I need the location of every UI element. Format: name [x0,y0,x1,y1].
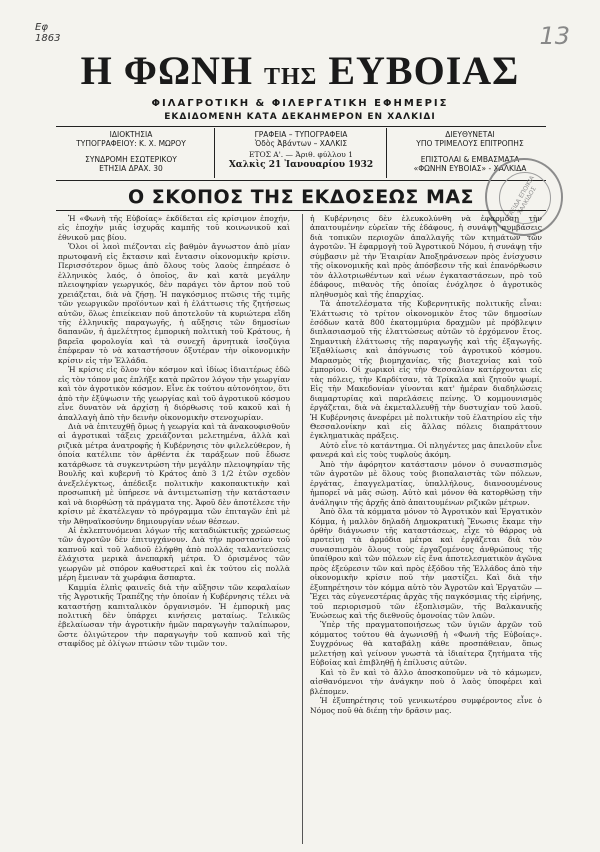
rule-under-info [56,180,546,181]
paragraph: Αὐτὸ εἶνε τὸ κατάντημα. Οἱ πληγέντες μας ἀπειλοῦν εἶνε φανερά καὶ εἰς τοὺς τυφλοὺς ἀκόμη. [310,440,542,460]
tagline-secondary: ΕΚΔΙΔΟΜΕΝΗ ΚΑΤΑ ΔΕΚΑΗΜΕΡΟΝ ΕΝ ΧΑΛΚΙΔΙ [164,112,436,122]
info-divider-right [386,128,387,178]
letters-address: «ΦΩΝΗΝ ΕΥΒΟΙΑΣ» - ΧΑΛΚΙΔΑ [413,164,527,173]
paragraph: ἡ Κυβέρνησις δὲν ἐλευκολύνθη νὰ ἐφαρμόσῃ τὴν ἀπαιτουμένην εὐρεῖαν τῆς ἐδάφους, ἡ συνάψῃ συμβάσεις διὰ τοπικῶν περιοχῶν ἀπαλλαγῆς τῶν κτημάτων τῶν ἀγροτῶν. Ἡ ἐφαρμογὴ τοῦ Ἀγροτικοῦ Νόμου, ἡ συνάψῃ τῆν σύμβασιν μὲ τὴν Ἑταιρίαν Ἀποξηράνσεων πρὸς ἐνίσχυσιν τῆς οἰκονομικῆς καὶ πρὸς ἀπόσβεσιν τῆς καὶ ἐπανόρθωσιν τὸν ἀλλοτριωθέντων καὶ νέων ἐγκαταστάσεων, πρὸ τοῦ ἐδάφους, πιθανὸς τῆς ὁποίας ἐνόχλησε ὁ ἀγροτικὸς πληθυσμὸς καὶ τῆς ἐπαρχίας. [310,214,542,299]
handwritten-page-number: 13 [539,22,570,50]
paragraph: Ἡ «Φωνὴ τῆς Εὐβοίας» ἐκδίδεται εἰς κρίσιμον ἐποχήν, εἰς ἐποχὴν μιᾶς ἰσχυρᾶς καμπῆς τοῦ κοινωνικοῦ καὶ ἐθνικοῦ μας βίου. [58,214,290,242]
article-column-2 [310,214,542,844]
paragraph: Διὰ νὰ ἐπιτευχθῇ ὅμως ἡ γεωργία καὶ τὰ ἀνακουφισθοῦν αἱ ἀγροτικαὶ τάξεις χρειάζονται μελετημένα, ἀλλὰ καὶ ριζικὰ μέτρα ἀνατροφῆς ἡ Κυβέρνησις τὸν φιλελεύθερον, ἡ ὁποία κατέλιπε τὸν ἀρθέντα ἐκ ταράξεων ποῦ ἔδωσε κατάρθωσε τὰ συγκεντρώση τὴν μεγάλην πλειοψηφίαν τῆς Βουλῆς καὶ κυβερνῆ τὸ Κράτος ἀπὸ 3 1/2 ἐτῶν σχεδὸν ἀνεξελέγκτως, ἀπέδειξε πολιτικὴν κακοπαικτικὴν καὶ προσωπικὴ μὲ ὑπήρεσε νὰ ἀντιμετωπίσῃ τὴν κατάστασιν καὶ νὰ διορθώσῃ τὰ πράγματα της. Ἀφοῦ δὲν ἀποτέλεσε τὴν κρίσιν μὲ ἐκατέλεγαν τὸ πρόγραμμα τῶν ἐπιταγῶν ἐπὶ μὲ τὴν Ἀθηναϊκοσύνην δημιουργίαν νέων θέσεων. [58,421,290,526]
info-divider-left [214,128,215,178]
column-divider [302,214,303,844]
masthead-voice: ΦΩΝΗ [123,48,253,93]
article-column-1 [58,214,290,844]
ownership-printer: ΤΥΠΟΓΡΑΦΕΙΟΥ: Κ. Χ. ΜΩΡΟΥ [76,139,186,148]
masthead [40,48,560,100]
masthead-euboea: ΕΥΒΟΙΑΣ [328,48,520,93]
rule-top [56,126,546,127]
masthead-article: Η [80,48,113,93]
paragraph: Ἡ κρίσις εἰς ὅλον τὸν κόσμον καὶ ἰδίως ἰδιαιτέρως ἐδῶ εἰς τὸν τόπον μας ἐπλήξε κατὰ πρῶτον λόγον τὴν γεωργίαν καὶ τὸν ἀγροτικὸν κόσμον. Εἶνε ἐκ τούτου αὐτονόητον, ὅτι ἀπὸ τὴν ἐξύψωσιν τῆς γεωργίας καὶ τοῦ ἀγροτικοῦ κόσμου εἶνε δυνατὸν νὰ ἀρχίσῃ ἡ διόρθωσις τοῦ κακοῦ καὶ ἡ ἀπαλλαγὴ ἀπὸ τὴν δεινὴν οἰκονομικὴν στενοχωρίαν. [58,365,290,422]
handwritten-issue-mark: Εφ [35,22,48,33]
offices-address: Ὁδὸς Ἀβάντων – ΧΑΛΚΙΣ [254,139,348,148]
editors-committee: ΥΠΟ ΤΡΙΜΕΛΟΥΣ ΕΠΙΤΡΟΠΗΣ [416,139,524,148]
info-offices [221,130,381,170]
paragraph: Ὑπὲρ τῆς πραγματοποιήσεως τῶν ὑγιῶν ἀρχῶν τοῦ κόμματος τούτου θὰ ἀγωνισθῇ ἡ «Φωνὴ τῆς Εὐβοίας». Συγχρόνως θὰ καταβάλῃ κάθε προσπάθειαν, ὅπως μελετήσῃ καὶ γείνουν γνωστὰ τὰ ἰδιαίτερα ζητήματα τῆς Εὐβοίας καὶ ἐπιβληθῇ ἡ ἐπίλυσις αὐτῶν. [310,620,542,668]
issue-number: ΕΤΟΣ Α'. — Ἀριθ. φύλλου 1 [248,150,354,159]
subscription-price: ΕΤΗΣΙΑ ΔΡΑΧ. 30 [99,164,163,173]
stamp-text: ΤΑΞΙΔΑ ΕΠΟΙΚΙΑ ΧΑΛΚΙΔΟΣ [505,174,538,220]
rule-under-headline [56,210,546,211]
issue-date: Χαλκὶς 21 Ἰανουαρίου 1932 [228,160,374,170]
paragraph: Τὰ ἀποτελέσματα τῆς Κυβερνητικῆς πολιτικῆς εἶναι: Ἐλάττωσις τὸ τρίτον οἰκονομικὸν ἔτος τῶν δημοσίων ἐσόδων κατὰ 800 ἑκατομμύρια δραχμῶν μὲ πρόβλεψιν διπλασιασμοῦ τῆς ἐλαττώσεως αὐτῶν τὸ ἐρχόμενον ἔτος. Σημαντικὴ ἐλάττωσις τῆς παραγωγῆς καὶ τῆς ἐξαγωγῆς. Ἐξαθλίωσις καὶ ἀπόγνωσις τοῦ ἀγροτικοῦ κόσμου. Μαρασμὸς τῆς βιομηχανίας, τῆς βιοτεχνίας καὶ τοῦ ἐμπορίου. Οἱ χωρικοὶ εἰς τὴν Θεσσαλίαν κατέρχονται εἰς τὰς πόλεις, τὴν Καρδίτσαν, τὰ Τρίκαλα καὶ ζητοῦν ψωμί. Εἰς τὴν Μακεδονίαν γίνονται κατ' ἡμέραν διαδηλώσεις διαμαρτυρίας καὶ παρελάσεις πείνης. Ὁ κομμουνισμὸς ἐργάζεται, διὰ νὰ ἐκμεταλλευθῇ τὴν δυστυχίαν τοῦ λαοῦ. Ἡ Κυβέρνησις ἀνεφέρει μὲ πολιτικὴν τοῦ ἐλατηρίου εἰς τὴν Θεσσαλονίκην καὶ εἰς ἄλλας πόλεις διαπράττουν ἐγκληματικὰς πράξεις. [310,299,542,441]
handwritten-note [35,22,60,44]
masthead-of: ΤΗΣ [263,64,318,90]
info-ownership [56,130,206,173]
article-headline: Ο ΣΚΟΠΟΣ ΤΗΣ ΕΚΔΟΣΕΩΣ ΜΑΣ [127,186,475,208]
tagline: ΦΙΛΑΓΡΟΤΙΚΗ & ΦΙΛΕΡΓΑΤΙΚΗ ΕΦΗΜΕΡΙΣ [151,98,449,109]
paragraph: Ἡ ἐξυπηρέτησις τοῦ γενικωτέρου συμφέροντος εἶνε ὁ Νόμος ποῦ θὰ διέπῃ τὴν δρᾶσιν μας. [310,696,542,715]
info-bar [56,130,546,180]
handwritten-year: 1863 [35,33,61,44]
ownership-label: ΙΔΙΟΚΤΗΣΙΑ [109,130,153,139]
subscription-label: ΣΥΝΔΡΟΜΗ ΕΣΩΤΕΡΙΚΟΥ [85,155,177,164]
article-body [58,214,546,844]
offices-label: ΓΡΑΦΕΙΑ – ΤΥΠΟΓΡΑΦΕΙΑ [254,130,348,139]
paragraph: Καμμία ἐλπὶς φαινεῖς διὰ τὴν αὔξησιν τῶν κεφαλαίων τῆς Ἀγροτικῆς Τραπέζης τὴν ὁποίαν ἡ Κυβέρνησις τέλει νὰ καταστήσῃ καπιταλικὸν ὀργανισμόν. Ἡ ἐμπορικὴ μας πολιτικὴ δὲν ὑπάρχει κινήσεις ματαίως. Τελικῶς ἐβελαίωσαν τὴν ἀγροτικὴν ἡμῶν παραγωγὴν ταλαίπωρον, ὥστε ὀλιγώτερον τὴν παραγωγὴν τοῦ καπνοῦ καὶ τῆς σταφίδος μὲ ὀλίγων πτώσιν τῶν τιμῶν τον. [58,582,290,649]
paragraph: Ἀπὸ ὅλα τὰ κόμματα μόνον τὸ Ἀγροτικὸν καὶ Ἐργατικὸν Κόμμα, ἡ μαλλὸν δηλαδὴ Δημοκρατικὴ Ἕνωσις ἔκαμε τὴν ὀρθὴν διάγνωσιν τῆς καταστάσεως, εἶχε τὸ θάρρος νὰ προτείνῃ τὰ ἀρμόδια μέτρα καὶ ἐργάζεται διὰ τὸν συνασπισμὸν ὅλους τοὺς ἐργαζομένους ἀνθρώπους τῆς ὑπαίθρου καὶ τῶν πόλεων εἰς ἕνα ἀποτελεσματικὸν ἀγῶνα πρὸς ἐξεύρεσιν τῶν καὶ πρὸς ἐξόδου τῆς Ἑλλάδος ἀπὸ τὴν οἰκονομικὴν κρίσιν ποῦ τὴν μαστίζει. Καὶ διὰ τὴν ἐξυπηρέτησιν τὸν κόμμα αὐτὸ τὸν Ἀγροτῶν καὶ Ἐργατῶν — Ἔχει τὰς εὐγενεστέρας ἀρχὰς τῆς παγκόσμιας τῆς εἰρήνης, τοῦ περιορισμοῦ τῶν ἐξοπλισμῶν, τῆς Βαλκανικῆς Ἑνώσεως καὶ τῆς διεθνοῦς ὁμονοίας τῶν λαῶν. [310,507,542,621]
letters-label: ΕΠΙΣΤΟΛΑΙ & ΕΜΒΑΣΜΑΤΑ [420,155,520,164]
paragraph: Καὶ τὸ ἓν καὶ τὸ ἄλλο ἀποσκοποῦμεν νὰ τὸ κάμωμεν, αἰσθανόμενοι τὴν ἀνάγκην ποὺ ὁ λαὸς ὑποφέρει καὶ βλέπομεν. [310,667,542,696]
editors-label: ΔΙΕΥΘΥΝΕΤΑΙ [445,130,495,139]
paragraph: Ὅλοι οἱ λαοὶ πιέζονται εἰς βαθμὸν ἄγνωστον ἀπὸ μίαν πρωτοφανῆ εἰς ἔκτασιν καὶ ἔντασιν οἰκονομικὴν κρίσιν. Περισσότερον ὅμως ἀπὸ ὅλους τοὺς λαοὺς ἐπηρέασε ὁ ἑλληνικὸς λαός, ὁ ὁποῖος, ἂν καὶ κατὰ μεγάλην πλειοψηφίαν γεωργικός, δὲν παράγει τὸν ἄρτον ποῦ τοῦ χρειάζεται, διὰ νὰ ζήσῃ. Ἡ παγκόσμιος πτῶσις τῆς τιμῆς τῶν γεωργικῶν προϊόντων καὶ ἡ ἐλάττωσις τῆς ζητήσεως αὐτῶν, ὅλως ἐπιείκειαν ποῦ ἀποτελοῦν τὰ κυριώτερα εἴδη τῆς ἑλληνικῆς παραγωγῆς, ἡ αὔξησις τῶν δημοσίων δαπανῶν, ἡ ἀμελέτητος ἐμπορικὴ πολιτικὴ τοῦ Κράτους, ἡ βαρεῖα φορολογία καὶ τὰ συνεχῆ ἀρνητικὰ ἰσοζύγια ἐπέφεραν τὸ νὰ καταστήσουν ὀξυτέραν τὴν οἰκονομικὴν κρίσιν εἰς τὴν Ἑλλάδα. [58,242,290,365]
paragraph: Ἀπὸ τὴν ἀφόρητον κατάστασιν μόνον ὁ συνασπισμὸς τῶν ἀγροτῶν μὲ ὅλους τοὺς βιοπαλαιστὰς τῶν πόλεων, ἐργάτας, ἐπαγγελματίας, ὑπαλλήλους, διανοουμένους ἡμπορεῖ νὰ μᾶς σώσῃ. Αὐτὸ καὶ μόνον θὰ κατορθώσῃ τὴν ἀνάληψιν τῆς ἀρχῆς ἀπὸ ἀπαιτουμένων ριζικῶν μέτρων. [310,459,542,507]
paragraph: Αἱ ἐκλεπτυνόμεναι λόγων τῆς καταδιώκτικῆς χρεώσεως τῶν ἀγροτῶν δὲν ἐπιτυγχάνουν. Διὰ τὴν προστασίαν τοῦ καπνοῦ καὶ τοῦ λαδιοῦ ἐλήφθη ἀπὸ πολλάς ταλαντεύσεις ἐλάχιστα μερικὰ ἀνεπαρκῆ μέτρα. Ὁ ὀρισμένος τῶν γεωργῶν μὲ σπόρον καθυστερεῖ καὶ ἐκ τούτου εἰς πολλὰ μέρη ἔμειναν τὰ χωράφια ἄσπαρτα. [58,525,290,583]
